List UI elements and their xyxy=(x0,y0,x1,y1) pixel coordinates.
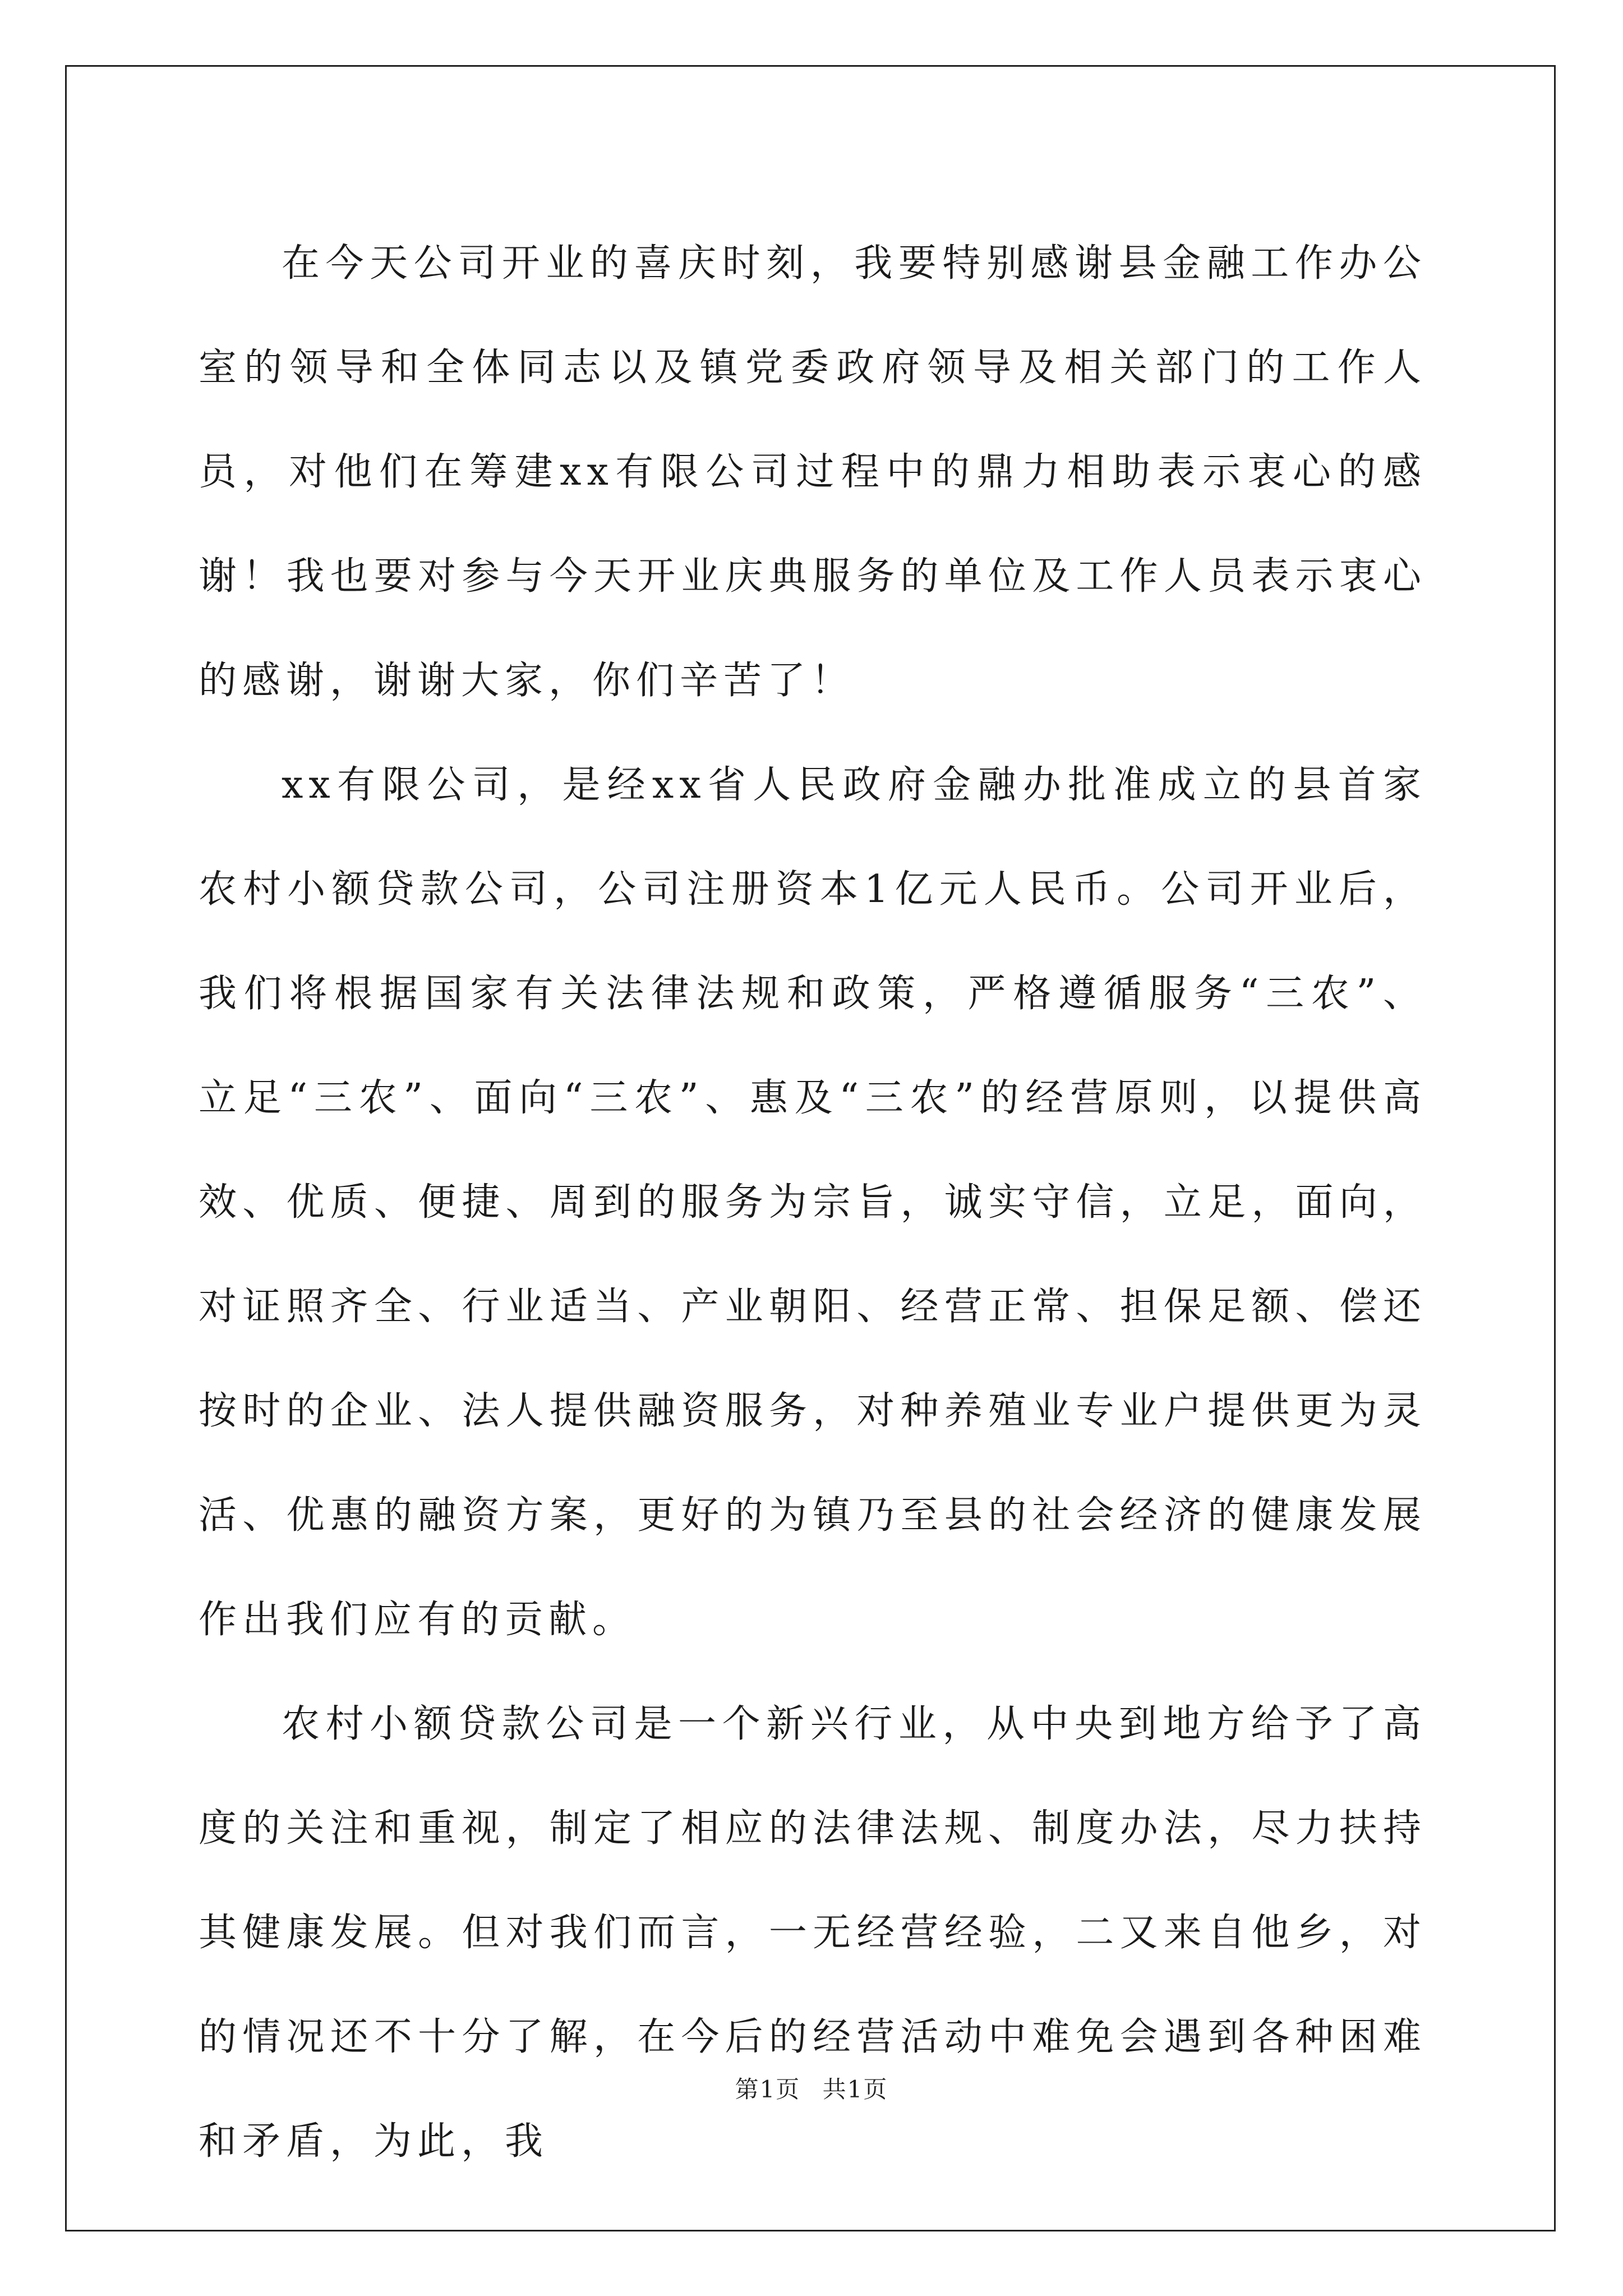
paragraph-1: 在今天公司开业的喜庆时刻，我要特别感谢县金融工作办公室的领导和全体同志以及镇党委政府领导及相关部门的工作人员，对他们在筹建xx有限公司过程中的鼎力相助表示衷心的感谢！我也要对参与今天开业庆典服务的单位及工作人员表示衷心的感谢，谢谢大家，你们辛苦了！ xyxy=(199,241,1427,703)
page-number-total: 共1页 xyxy=(822,2076,888,2103)
page-footer xyxy=(0,2073,1623,2106)
paragraph-3: 农村小额贷款公司是一个新兴行业，从中央到地方给予了高度的关注和重视，制定了相应的法律法规、制度办法，尽力扶持其健康发展。但对我们而言，一无经营经验，二又来自他乡，对的情况还不十分了解，在今后的经营活动中难免会遇到各种困难和矛盾，为此，我 xyxy=(199,1702,1427,2164)
page-number-current: 第1页 xyxy=(735,2076,801,2103)
document-body xyxy=(199,211,1427,2194)
paragraph-2: xx有限公司，是经xx省人民政府金融办批准成立的县首家农村小额贷款公司，公司注册资本1亿元人民币。公司开业后，我们将根据国家有关法律法规和政策，严格遵循服务“三农”、立足“三农”、面向“三农”、惠及“三农”的经营原则，以提供高效、优质、便捷、周到的服务为宗旨，诚实守信，立足，面向，对证照齐全、行业适当、产业朝阳、经营正常、担保足额、偿还按时的企业、法人提供融资服务，对种养殖业专业户提供更为灵活、优惠的融资方案，更好的为镇乃至县的社会经济的健康发展作出我们应有的贡献。 xyxy=(199,763,1427,1642)
